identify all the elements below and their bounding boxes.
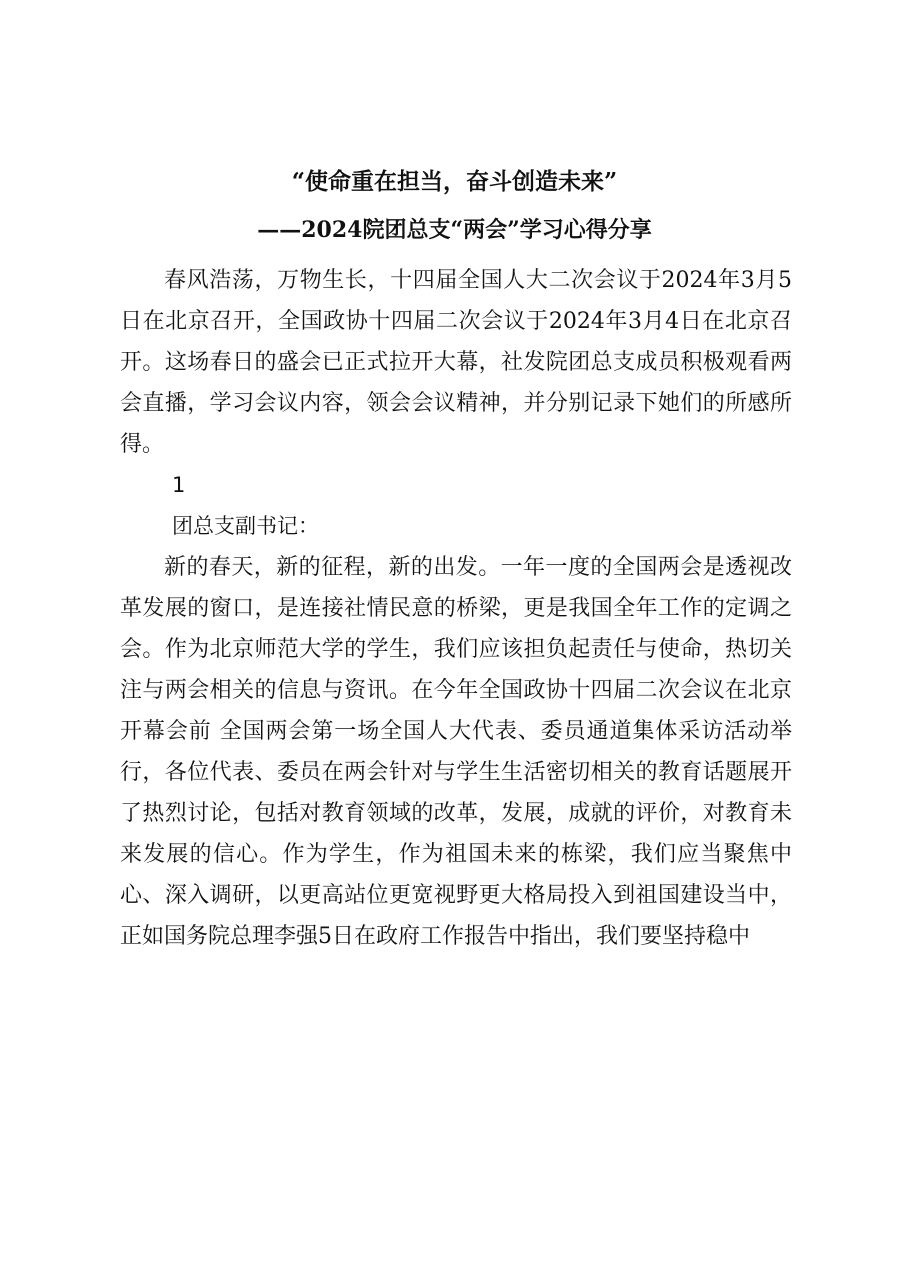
document-body [120, 260, 792, 957]
intro-paragraph: 春风浩荡，万物生长，十四届全国人大二次会议于2024年3月5日在北京召开，全国政协十四届二次会议于2024年3月4日在北京召开。这场春日的盛会已正式拉开大幕，社发院团总支成员积极观看两会直播，学习会议内容，领会会议精神，并分别记录下她们的所感所得。 [120, 268, 792, 457]
section-number: 1 [172, 473, 186, 497]
document-title: “使命重在担当，奋斗创造未来” [291, 168, 618, 195]
section-heading: 团总支副书记： [172, 514, 319, 538]
document-subtitle: ——2024院团总支“两会”学习心得分享 [257, 217, 652, 243]
section-paragraph: 新的春天，新的征程，新的出发。一年一度的全国两会是透视改革发展的窗口，是连接社情民意的桥梁，更是我国全年工作的定调之会。作为北京师范大学的学生，我们应该担负起责任与使命，热切关注与两会相关的信息与资讯。在今年全国政协十四届二次会议在北京开幕会前 全国两会第一场全国人大代表、委员通道集体采访活动举行，各位代表、委员在两会针对与学生生活密切相关的教育话题展开了热烈讨论，包括对教育领域的改革，发展，成就的评价，对教育未来发展的信心。作为学生，作为祖国未来的栋梁，我们应当聚焦中心、深入调研，以更高站位更宽视野更大格局投入到祖国建设当中，正如国务院总理李强5日在政府工作报告中指出，我们要坚持稳中 [120, 555, 792, 949]
